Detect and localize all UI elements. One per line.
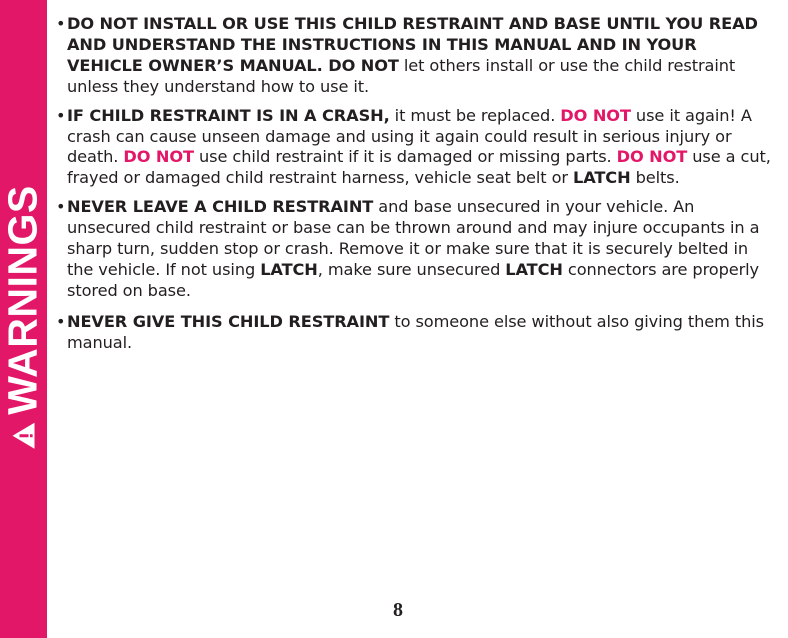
latch-term: LATCH [572,168,631,188]
warning-text: let others install or use the child restraint unless they understand how to use it. [67,55,736,96]
do-not-highlight: DO NOT [560,105,631,125]
warning-lead: IF CHILD RESTRAINT IS IN A CRASH, [67,105,390,125]
bullet: • [56,311,66,331]
bullet: • [56,197,66,217]
warning-text: use a cut, frayed or damaged child restraint harness, vehicle seat belt or [67,147,771,188]
bullet: • [56,14,66,33]
warning-text: , make sure unsecured [317,259,506,279]
sidebar-label [0,185,46,451]
warning-lead: NEVER GIVE THIS CHILD RESTRAINT [67,311,390,331]
warning-text: to someone else without also giving them this manual. [67,311,765,352]
latch-term: LATCH [505,259,563,279]
warning-lead: DO NOT INSTALL OR USE THIS CHILD RESTRAINT AND BASE UNTIL YOU READ AND UNDERSTAND THE INSTRUCTIONS IN THIS MANUAL AND IN YOUR VEHICLE OWNER’S MANUAL. DO NOT [67,14,758,75]
latch-term: LATCH [260,259,318,279]
warning-text: it must be replaced. [389,105,561,125]
page-number: 8 [393,599,403,621]
warning-triangle-icon [10,421,36,451]
warning-item [56,106,774,190]
warning-lead: NEVER LEAVE A CHILD RESTRAINT [67,197,374,217]
warning-item [56,312,774,354]
warning-item [56,14,774,98]
warning-text: and base unsecured in your vehicle. An unsecured child restraint or base can be thrown around and may injure occupants in a sharp turn, sudden stop or crash. Remove it or make sure that it is securely belted in the vehicle. If not using [67,197,760,279]
warning-item [56,197,774,302]
sidebar-title: WARNINGS [0,185,46,415]
warning-text: use child restraint if it is damaged or missing parts. [193,147,617,167]
warnings-list [56,14,774,354]
do-not-highlight: DO NOT [616,147,688,167]
bullet: • [56,105,66,125]
warning-text: connectors are properly stored on base. [67,259,760,300]
warnings-sidebar [0,0,47,638]
warning-text: use it again! A crash can cause unseen damage and using it again could result in serious injury or death. [67,105,752,167]
do-not-highlight: DO NOT [123,147,194,167]
warning-text: belts. [630,168,680,188]
